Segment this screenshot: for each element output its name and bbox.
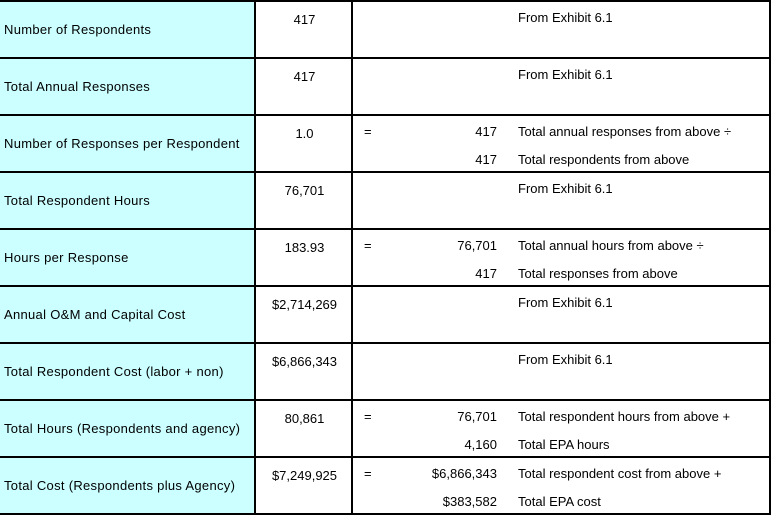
table-row xyxy=(0,458,769,515)
calculation-line xyxy=(355,124,769,144)
table-row xyxy=(0,116,769,173)
calc-description: From Exhibit 6.1 xyxy=(518,352,613,367)
calc-description: Total respondent hours from above + xyxy=(518,409,731,424)
table-row xyxy=(0,59,769,116)
row-label: Total Respondent Cost (labor + non) xyxy=(0,344,256,399)
table-row xyxy=(0,287,769,344)
row-label: Total Hours (Respondents and agency) xyxy=(0,401,256,456)
calc-number: $6,866,343 xyxy=(431,466,497,481)
row-value: 1.0 xyxy=(258,116,353,171)
calc-description: Total EPA cost xyxy=(518,494,601,509)
row-value: 417 xyxy=(258,59,353,114)
row-value: $2,714,269 xyxy=(258,287,353,342)
calc-number: 76,701 xyxy=(457,238,497,253)
table-row xyxy=(0,344,769,401)
calculation-line xyxy=(355,238,769,258)
equals-sign: = xyxy=(364,409,372,424)
calculation-line xyxy=(355,10,769,30)
calculation-line xyxy=(355,409,769,429)
calc-description: Total respondent cost from above + xyxy=(518,466,722,481)
equals-sign: = xyxy=(364,466,372,481)
calculation-line xyxy=(355,352,769,372)
calc-number: $383,582 xyxy=(442,494,497,509)
row-label: Number of Respondents xyxy=(0,2,256,57)
row-label: Total Annual Responses xyxy=(0,59,256,114)
table-row xyxy=(0,2,769,59)
calculation-line xyxy=(355,152,769,172)
calculation-line xyxy=(355,295,769,315)
row-value: $6,866,343 xyxy=(258,344,353,399)
row-value: 183.93 xyxy=(258,230,353,285)
table-row xyxy=(0,230,769,287)
row-value: 417 xyxy=(258,2,353,57)
calculation-line xyxy=(355,494,769,514)
calc-description: Total EPA hours xyxy=(518,437,610,452)
calculation-line xyxy=(355,266,769,286)
calc-description: Total annual responses from above ÷ xyxy=(518,124,732,139)
row-value: 76,701 xyxy=(258,173,353,228)
calc-number: 417 xyxy=(475,266,497,281)
equals-sign: = xyxy=(364,124,372,139)
row-value: 80,861 xyxy=(258,401,353,456)
calculation-line xyxy=(355,67,769,87)
row-label: Annual O&M and Capital Cost xyxy=(0,287,256,342)
calc-description: From Exhibit 6.1 xyxy=(518,181,613,196)
calc-description: Total annual hours from above ÷ xyxy=(518,238,704,253)
table-row xyxy=(0,401,769,458)
calc-description: From Exhibit 6.1 xyxy=(518,295,613,310)
row-value: $7,249,925 xyxy=(258,458,353,513)
row-label: Number of Responses per Respondent xyxy=(0,116,256,171)
calc-number: 76,701 xyxy=(457,409,497,424)
row-label: Total Respondent Hours xyxy=(0,173,256,228)
equals-sign: = xyxy=(364,238,372,253)
row-label: Hours per Response xyxy=(0,230,256,285)
calc-number: 4,160 xyxy=(464,437,497,452)
calc-description: Total respondents from above xyxy=(518,152,690,167)
row-label: Total Cost (Respondents plus Agency) xyxy=(0,458,256,513)
calculation-line xyxy=(355,181,769,201)
calc-description: From Exhibit 6.1 xyxy=(518,10,613,25)
calculation-line xyxy=(355,437,769,457)
calc-number: 417 xyxy=(475,152,497,167)
calc-description: Total responses from above xyxy=(518,266,678,281)
table-row xyxy=(0,173,769,230)
calc-number: 417 xyxy=(475,124,497,139)
calculation-line xyxy=(355,466,769,486)
calc-description: From Exhibit 6.1 xyxy=(518,67,613,82)
